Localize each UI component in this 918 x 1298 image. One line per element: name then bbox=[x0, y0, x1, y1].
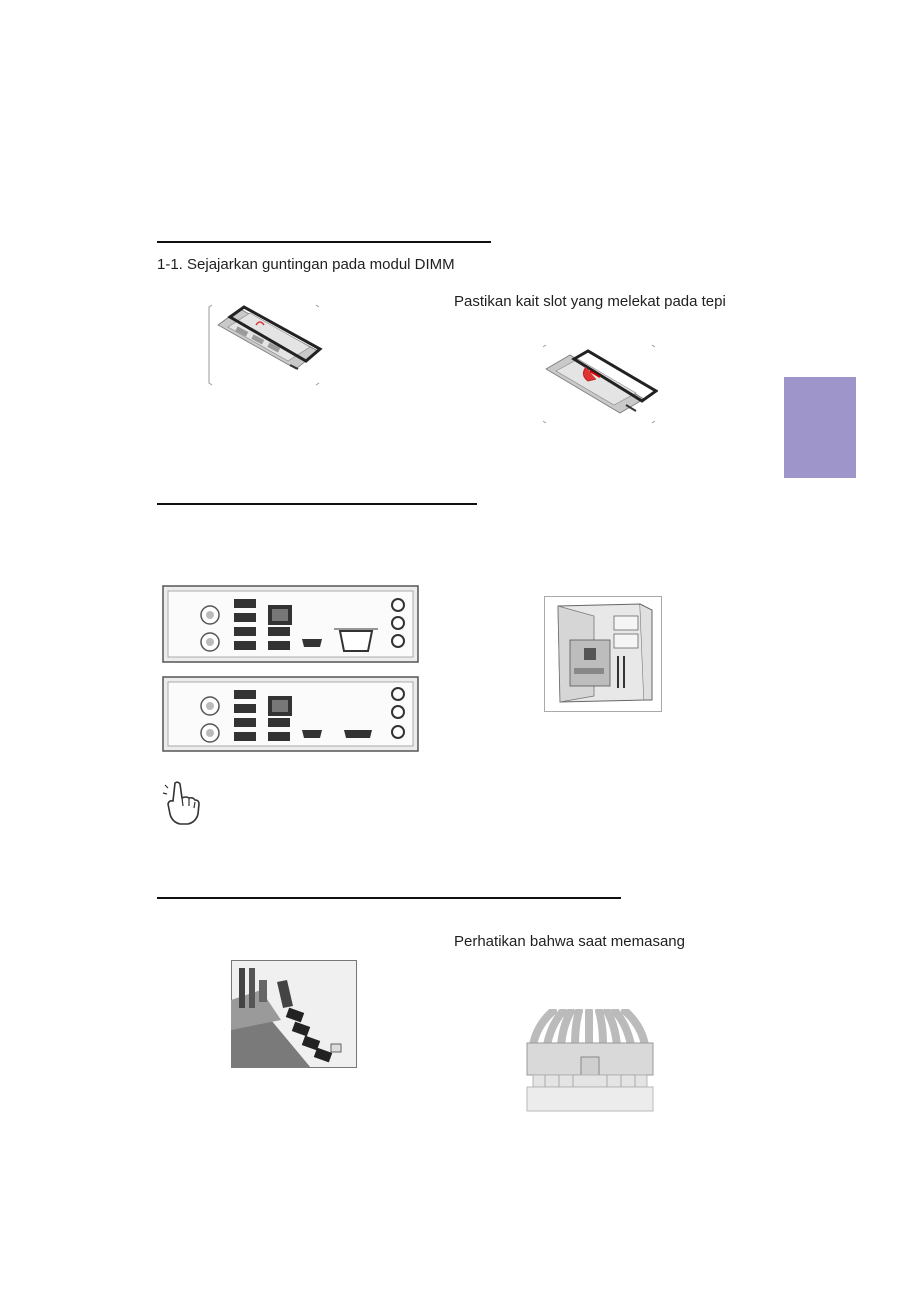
dimm-align-illustration bbox=[206, 303, 324, 387]
atx-power-connector-illustration bbox=[523, 1009, 657, 1112]
power-connector-note: Perhatikan bahwa saat memasang bbox=[454, 933, 685, 950]
chapter-side-tab bbox=[784, 377, 856, 478]
io-shield-illustration-1 bbox=[162, 585, 419, 663]
chassis-illustration bbox=[544, 596, 662, 712]
dimm-latch-illustration bbox=[540, 343, 658, 425]
io-shield-illustration-2 bbox=[162, 676, 419, 752]
dimm-latch-note: Pastikan kait slot yang melekat pada tepi bbox=[454, 293, 726, 310]
section-3-rule bbox=[157, 897, 621, 899]
dimm-step-text: 1-1. Sejajarkan guntingan pada modul DIMM bbox=[157, 256, 455, 273]
sata-illustration bbox=[231, 960, 357, 1068]
pointing-hand-note-icon bbox=[161, 781, 201, 825]
section-1-rule bbox=[157, 241, 491, 243]
section-2-rule bbox=[157, 503, 477, 505]
